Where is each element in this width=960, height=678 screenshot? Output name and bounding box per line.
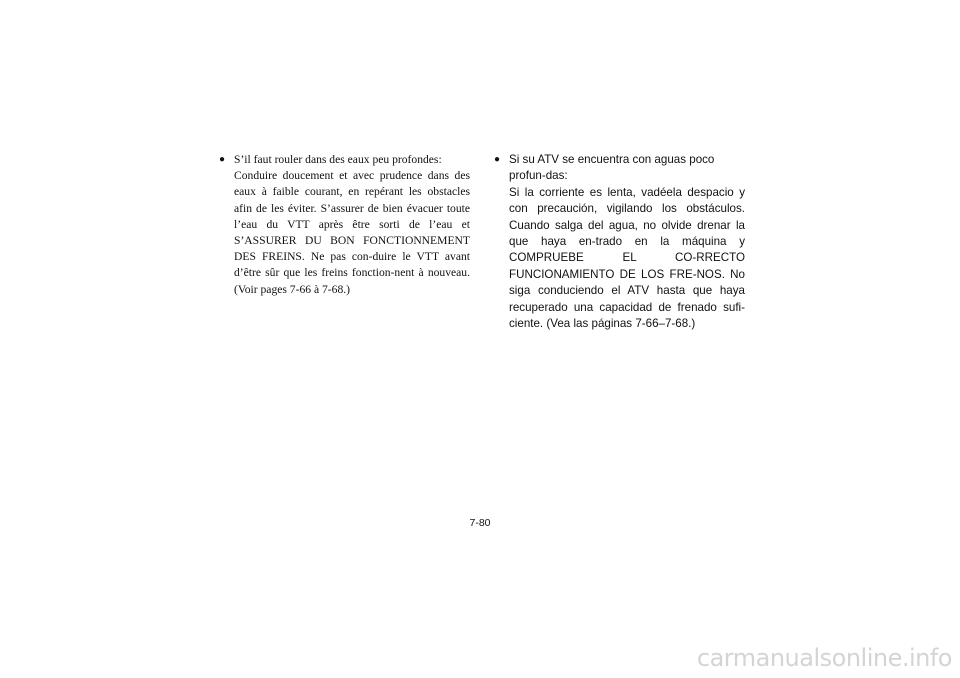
spanish-bullet-body: Si la corriente es lenta, vadéela despacio y con precaución, vigilando los obstáculos. Cuando salga del agua, no olvide drenar la que haya en-trado en la máquina y COMPRUEBE EL CO-RRECTO FUNCIONAMIENTO DE LOS FRE-NOS. No siga conduciendo el ATV hasta que haya recuperado una capacidad de frenado sufi-ciente. (Vea las páginas 7-66–7-68.) [509, 185, 745, 331]
spanish-bullet-item [494, 152, 745, 332]
bullet-icon: ● [494, 154, 501, 165]
french-bullet-lead: S’il faut rouler dans des eaux peu profondes: [234, 153, 442, 166]
spanish-column [494, 152, 745, 332]
page-number: 7-80 [469, 517, 491, 529]
french-bullet-item [219, 152, 470, 298]
spanish-bullet-lead: Si su ATV se encuentra con aguas poco profun-das: [509, 153, 715, 183]
bullet-icon: ● [219, 154, 226, 165]
watermark: carmanualsonline.info [696, 644, 952, 672]
french-column [219, 152, 470, 298]
french-bullet-body: Conduire doucement et avec prudence dans des eaux à faible courant, en repérant les obstacles afin de les éviter. S’assurer de bien évacuer toute l’eau du VTT après être sorti de l’eau et S’ASSURER DU BON FONCTIONNEMENT DES FREINS. Ne pas con-duire le VTT avant d’être sûr que les freins fonction-nent à nouveau. (Voir pages 7-66 à 7-68.) [234, 169, 470, 296]
